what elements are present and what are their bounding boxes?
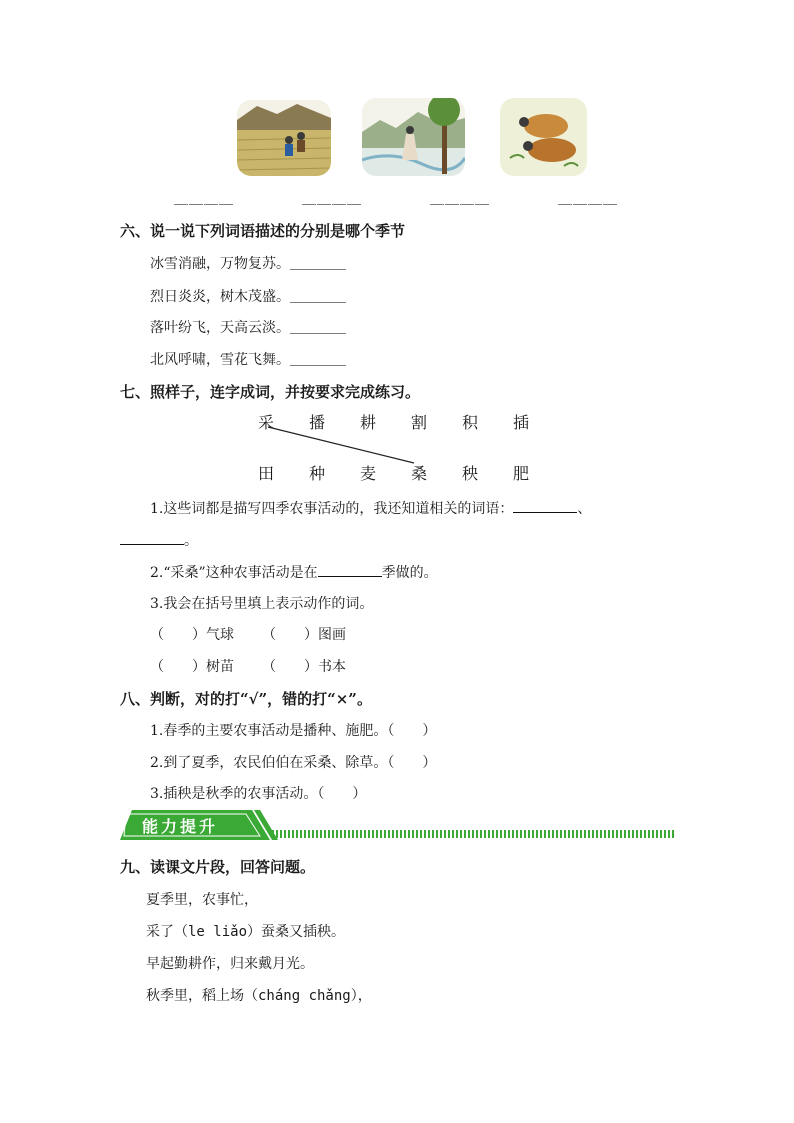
section6-item: 落叶纷飞，天高云淡。＿＿＿＿	[150, 320, 346, 336]
section7-question-2	[150, 562, 438, 582]
ability-banner	[120, 808, 680, 842]
picture-blank-4[interactable]: ＿＿＿＿	[558, 191, 618, 207]
bottom-char[interactable]: 田	[258, 464, 275, 483]
banner-label: 能力提升	[142, 817, 219, 836]
judgement-item[interactable]: 2.到了夏季，农民伯伯在采桑、除草。（ ）	[150, 755, 437, 771]
top-char[interactable]: 播	[309, 413, 326, 432]
section6-item: 烈日炎炎，树木茂盛。＿＿＿＿	[150, 289, 346, 305]
q1-text: 1.这些词都是描写四季农事活动的，我还知道相关的词语：	[150, 501, 514, 517]
picture-blank-1[interactable]: ＿＿＿＿	[174, 191, 234, 207]
q2-answer-blank[interactable]	[318, 562, 382, 577]
q1-answer-blank-2[interactable]	[120, 530, 184, 545]
top-char[interactable]: 割	[411, 413, 428, 432]
q2-text-end: 季做的。	[381, 565, 438, 581]
top-char[interactable]: 插	[513, 413, 530, 432]
picture-blank-3[interactable]: ＿＿＿＿	[430, 191, 490, 207]
section7-question-3: 3.我会在括号里填上表示动作的词。	[150, 596, 374, 612]
q1-end: 。	[184, 533, 198, 549]
fill-item[interactable]: （ ）书本	[262, 659, 346, 675]
bottom-char[interactable]: 秧	[462, 464, 479, 483]
section6-item: 北风呼啸，雪花飞舞。＿＿＿＿	[150, 352, 346, 368]
section7-question-1-cont	[120, 530, 198, 550]
bottom-char[interactable]: 桑	[411, 464, 428, 483]
fill-item[interactable]: （ ）图画	[262, 627, 346, 643]
poem-line: 夏季里，农事忙，	[146, 892, 258, 908]
bottom-char[interactable]: 肥	[513, 464, 530, 483]
section6-title: 六、说一说下列词语描述的分别是哪个季节	[120, 222, 406, 240]
bottom-char[interactable]: 麦	[360, 464, 377, 483]
q2-text: 2.“采桑”这种农事活动是在	[150, 565, 318, 581]
q1-answer-blank-1[interactable]	[513, 498, 577, 513]
top-char[interactable]: 采	[258, 413, 275, 432]
judgement-item[interactable]: 3.插秧是秋季的农事活动。（ ）	[150, 786, 367, 802]
fill-item[interactable]: （ ）树苗	[150, 659, 234, 675]
section7-title: 七、照样子，连字成词，并按要求完成练习。	[120, 383, 421, 401]
section6-item: 冰雪消融，万物复苏。＿＿＿＿	[150, 256, 346, 272]
top-char[interactable]: 积	[462, 413, 479, 432]
poem-line: 早起勤耕作，归来戴月光。	[146, 956, 314, 972]
section9-title: 九、读课文片段，回答问题。	[120, 858, 316, 876]
poem-line: 采了（le liǎo）蚕桑又插秧。	[146, 924, 346, 940]
fill-item[interactable]: （ ）气球	[150, 627, 234, 643]
picture-blank-2[interactable]: ＿＿＿＿	[302, 191, 362, 207]
poem-line: 秋季里，稻上场（cháng chǎng），	[146, 988, 372, 1004]
top-char[interactable]: 耕	[360, 413, 377, 432]
q1-separator: 、	[577, 501, 592, 517]
section8-title: 八、判断，对的打“√”，错的打“×”。	[120, 690, 372, 708]
section7-question-1	[150, 498, 591, 518]
bottom-char[interactable]: 种	[309, 464, 326, 483]
judgement-item[interactable]: 1.春季的主要农事活动是播种、施肥。（ ）	[150, 723, 437, 739]
